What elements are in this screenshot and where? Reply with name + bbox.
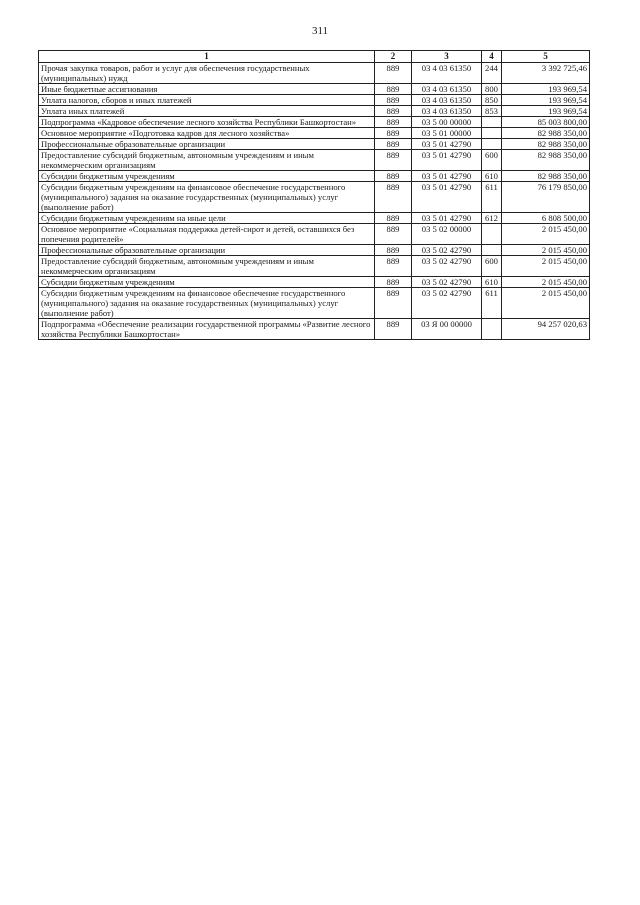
table-row (39, 95, 590, 106)
target-article-cell: 03 5 02 42790 (412, 245, 482, 256)
target-article-cell: 03 5 01 42790 (412, 150, 482, 171)
row-name-cell: Уплата налогов, сборов и иных платежей (39, 95, 375, 106)
amount-cell: 193 969,54 (502, 84, 590, 95)
table-row (39, 117, 590, 128)
amount-cell: 2 015 450,00 (502, 256, 590, 277)
table-row (39, 84, 590, 95)
target-article-cell: 03 4 03 61350 (412, 95, 482, 106)
target-article-cell: 03 Я 00 00000 (412, 319, 482, 340)
expense-type-cell (482, 139, 502, 150)
column-header: 4 (482, 51, 502, 63)
row-name-cell: Основное мероприятие «Подготовка кадров для лесного хозяйства» (39, 128, 375, 139)
row-name-cell: Профессиональные образовательные организации (39, 245, 375, 256)
row-name-cell: Субсидии бюджетным учреждениям на финансовое обеспечение государственного (муниципального) задания на оказание государственных (муниципальных) услуг (выполнение работ) (39, 288, 375, 319)
target-article-cell: 03 5 00 00000 (412, 117, 482, 128)
target-article-cell: 03 5 01 00000 (412, 128, 482, 139)
row-name-cell: Субсидии бюджетным учреждениям (39, 171, 375, 182)
column-header: 2 (375, 51, 412, 63)
row-name-cell: Иные бюджетные ассигнования (39, 84, 375, 95)
column-header: 1 (39, 51, 375, 63)
row-name-cell: Уплата иных платежей (39, 106, 375, 117)
expense-type-cell (482, 128, 502, 139)
budget-table (38, 50, 590, 340)
ministry-code-cell: 889 (375, 277, 412, 288)
amount-cell: 82 988 350,00 (502, 128, 590, 139)
amount-cell: 82 988 350,00 (502, 139, 590, 150)
row-name-cell: Предоставление субсидий бюджетным, автономным учреждениям и иным некоммерческим организациям (39, 150, 375, 171)
table-row (39, 213, 590, 224)
table-row (39, 319, 590, 340)
target-article-cell: 03 5 02 00000 (412, 224, 482, 245)
target-article-cell: 03 4 03 61350 (412, 84, 482, 95)
column-header: 5 (502, 51, 590, 63)
row-name-cell: Основное мероприятие «Социальная поддержка детей-сирот и детей, оставшихся без попечения родителей» (39, 224, 375, 245)
expense-type-cell: 611 (482, 182, 502, 213)
amount-cell: 2 015 450,00 (502, 224, 590, 245)
amount-cell: 76 179 850,00 (502, 182, 590, 213)
ministry-code-cell: 889 (375, 319, 412, 340)
expense-type-cell: 600 (482, 150, 502, 171)
expense-type-cell: 610 (482, 277, 502, 288)
target-article-cell: 03 5 01 42790 (412, 139, 482, 150)
row-name-cell: Предоставление субсидий бюджетным, автономным учреждениям и иным некоммерческим организациям (39, 256, 375, 277)
expense-type-cell (482, 224, 502, 245)
ministry-code-cell: 889 (375, 245, 412, 256)
row-name-cell: Прочая закупка товаров, работ и услуг для обеспечения государственных (муниципальных) нужд (39, 63, 375, 84)
amount-cell: 193 969,54 (502, 106, 590, 117)
expense-type-cell (482, 319, 502, 340)
expense-type-cell: 800 (482, 84, 502, 95)
target-article-cell: 03 5 02 42790 (412, 288, 482, 319)
table-row (39, 128, 590, 139)
row-name-cell: Подпрограмма «Кадровое обеспечение лесного хозяйства Республики Башкортостан» (39, 117, 375, 128)
page-number: 311 (311, 25, 329, 37)
table-row (39, 171, 590, 182)
ministry-code-cell: 889 (375, 128, 412, 139)
ministry-code-cell: 889 (375, 256, 412, 277)
table-row (39, 63, 590, 84)
table-row (39, 245, 590, 256)
ministry-code-cell: 889 (375, 84, 412, 95)
expense-type-cell: 612 (482, 213, 502, 224)
ministry-code-cell: 889 (375, 213, 412, 224)
target-article-cell: 03 5 02 42790 (412, 256, 482, 277)
ministry-code-cell: 889 (375, 150, 412, 171)
amount-cell: 2 015 450,00 (502, 288, 590, 319)
expense-type-cell: 853 (482, 106, 502, 117)
expense-type-cell: 611 (482, 288, 502, 319)
column-header: 3 (412, 51, 482, 63)
table-body (39, 63, 590, 340)
amount-cell: 82 988 350,00 (502, 171, 590, 182)
amount-cell: 193 969,54 (502, 95, 590, 106)
ministry-code-cell: 889 (375, 139, 412, 150)
amount-cell: 2 015 450,00 (502, 245, 590, 256)
ministry-code-cell: 889 (375, 95, 412, 106)
table-row (39, 277, 590, 288)
table-row (39, 139, 590, 150)
ministry-code-cell: 889 (375, 182, 412, 213)
expense-type-cell: 610 (482, 171, 502, 182)
ministry-code-cell: 889 (375, 106, 412, 117)
row-name-cell: Профессиональные образовательные организации (39, 139, 375, 150)
row-name-cell: Субсидии бюджетным учреждениям на финансовое обеспечение государственного (муниципального) задания на оказание государственных (муниципальных) услуг (выполнение работ) (39, 182, 375, 213)
row-name-cell: Субсидии бюджетным учреждениям (39, 277, 375, 288)
header-row (39, 51, 590, 63)
amount-cell: 82 988 350,00 (502, 150, 590, 171)
ministry-code-cell: 889 (375, 171, 412, 182)
table-row (39, 288, 590, 319)
target-article-cell: 03 4 03 61350 (412, 106, 482, 117)
amount-cell: 85 003 800,00 (502, 117, 590, 128)
expense-type-cell (482, 245, 502, 256)
expense-type-cell: 600 (482, 256, 502, 277)
ministry-code-cell: 889 (375, 288, 412, 319)
row-name-cell: Субсидии бюджетным учреждениям на иные цели (39, 213, 375, 224)
ministry-code-cell: 889 (375, 117, 412, 128)
target-article-cell: 03 5 01 42790 (412, 213, 482, 224)
ministry-code-cell: 889 (375, 63, 412, 84)
target-article-cell: 03 4 03 61350 (412, 63, 482, 84)
ministry-code-cell: 889 (375, 224, 412, 245)
row-name-cell: Подпрограмма «Обеспечение реализации государственной программы «Развитие лесного хозяйства Республики Башкортостан» (39, 319, 375, 340)
table-row (39, 150, 590, 171)
target-article-cell: 03 5 01 42790 (412, 182, 482, 213)
table-row (39, 106, 590, 117)
expense-type-cell (482, 117, 502, 128)
amount-cell: 6 808 500,00 (502, 213, 590, 224)
target-article-cell: 03 5 01 42790 (412, 171, 482, 182)
table-row (39, 256, 590, 277)
table-row (39, 224, 590, 245)
expense-type-cell: 244 (482, 63, 502, 84)
table-row (39, 182, 590, 213)
expense-type-cell: 850 (482, 95, 502, 106)
amount-cell: 2 015 450,00 (502, 277, 590, 288)
amount-cell: 94 257 020,63 (502, 319, 590, 340)
target-article-cell: 03 5 02 42790 (412, 277, 482, 288)
amount-cell: 3 392 725,46 (502, 63, 590, 84)
